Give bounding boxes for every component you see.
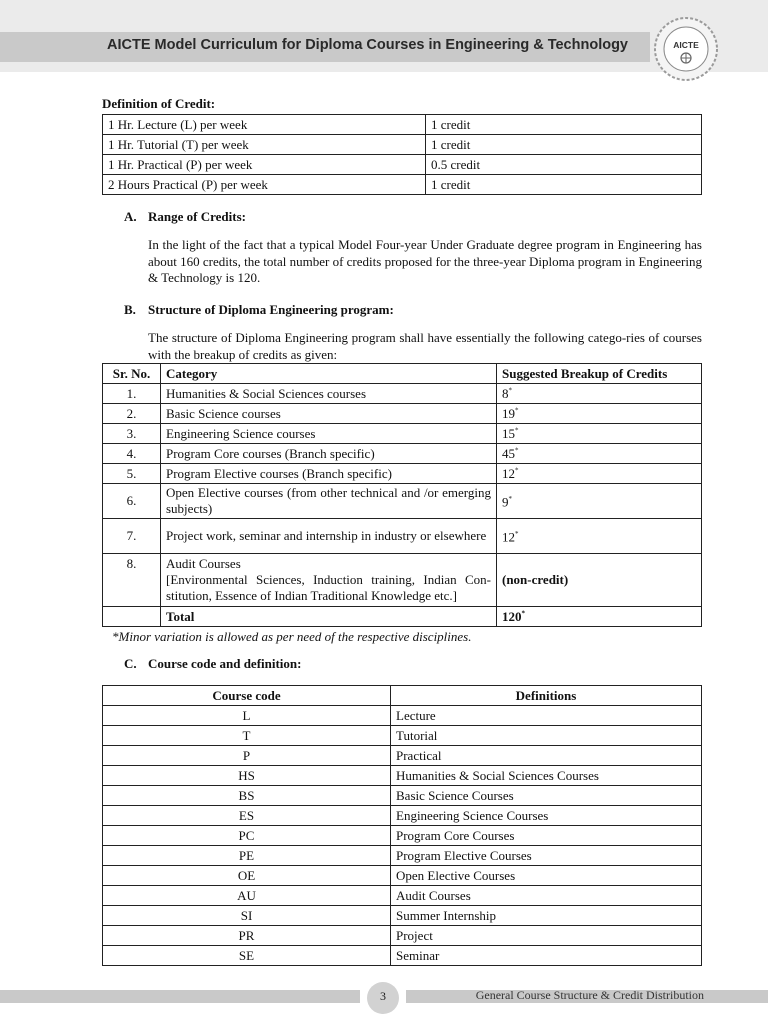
credits-value: 19 — [502, 405, 515, 421]
table-header-row — [103, 686, 702, 706]
section-c-title: Course code and definition: — [148, 656, 302, 671]
section-a-title: Range of Credits: — [148, 209, 246, 224]
page-header-title: AICTE Model Curriculum for Diploma Courses in Engineering & Technology — [107, 37, 628, 53]
logo-text: AICTE — [673, 40, 699, 50]
credits-cell — [497, 424, 702, 444]
definition-cell: Tutorial — [391, 726, 702, 746]
credit-activity-cell: 2 Hours Practical (P) per week — [103, 175, 426, 195]
table-row — [103, 554, 702, 607]
sr-no-cell: 4. — [103, 444, 161, 464]
credits-star: * — [515, 406, 519, 415]
course-code-cell: PR — [103, 926, 391, 946]
column-header-definitions: Definitions — [391, 686, 702, 706]
table-row — [103, 906, 702, 926]
section-c-letter: C. — [124, 656, 137, 671]
sr-no-cell: 6. — [103, 484, 161, 519]
category-cell: Humanities & Social Sciences courses — [161, 384, 497, 404]
credits-cell — [497, 484, 702, 519]
credits-star: * — [515, 530, 519, 539]
definition-cell: Engineering Science Courses — [391, 806, 702, 826]
table-row — [103, 706, 702, 726]
credits-value: 15 — [502, 425, 515, 441]
section-b-paragraph: The structure of Diploma Engineering program shall have essentially the following catego-ries of courses with the breakup of credits as given: — [148, 330, 702, 362]
table-row — [103, 404, 702, 424]
credit-value-cell: 1 credit — [426, 115, 702, 135]
course-code-cell: HS — [103, 766, 391, 786]
credit-definition-heading: Definition of Credit: — [102, 96, 216, 111]
definition-cell: Lecture — [391, 706, 702, 726]
course-code-cell: SI — [103, 906, 391, 926]
definition-cell: Open Elective Courses — [391, 866, 702, 886]
category-cell: Engineering Science courses — [161, 424, 497, 444]
credits-star: * — [508, 386, 512, 395]
credits-cell — [497, 444, 702, 464]
course-code-cell: PE — [103, 846, 391, 866]
section-b-title: Structure of Diploma Engineering program: — [148, 302, 394, 317]
definition-cell: Seminar — [391, 946, 702, 966]
credits-value: 45 — [502, 445, 515, 461]
course-code-cell: SE — [103, 946, 391, 966]
credits-value: (non-credit) — [502, 572, 569, 587]
total-label: Total — [161, 607, 497, 627]
definition-cell: Humanities & Social Sciences Courses — [391, 766, 702, 786]
credits-cell — [497, 519, 702, 554]
sr-no-cell-empty — [103, 607, 161, 627]
table-row — [103, 484, 702, 519]
category-name: Audit Courses — [166, 556, 241, 571]
table-row — [103, 926, 702, 946]
table-row — [103, 826, 702, 846]
credit-activity-cell: 1 Hr. Practical (P) per week — [103, 155, 426, 175]
credits-star: * — [515, 426, 519, 435]
definition-cell: Basic Science Courses — [391, 786, 702, 806]
definition-cell: Program Elective Courses — [391, 846, 702, 866]
course-code-cell: T — [103, 726, 391, 746]
definition-cell: Audit Courses — [391, 886, 702, 906]
credit-value-cell: 1 credit — [426, 175, 702, 195]
table-row — [103, 726, 702, 746]
section-b-letter: B. — [124, 302, 136, 317]
table-row — [103, 175, 702, 195]
table-row — [103, 846, 702, 866]
definition-cell: Project — [391, 926, 702, 946]
section-a-paragraph: In the light of the fact that a typical Model Four-year Under Graduate degree program in Engineering has about 160 credits, the total number of credits proposed for the three-year Diploma program in Engineering & Technology is 120. — [148, 237, 702, 285]
course-code-cell: ES — [103, 806, 391, 826]
credit-value-cell: 1 credit — [426, 135, 702, 155]
sr-no-cell: 2. — [103, 404, 161, 424]
credit-value-cell: 0.5 credit — [426, 155, 702, 175]
category-cell: Basic Science courses — [161, 404, 497, 424]
category-cell: Project work, seminar and internship in industry or elsewhere — [161, 519, 497, 554]
course-code-cell: OE — [103, 866, 391, 886]
section-a-letter: A. — [124, 209, 137, 224]
section-c-heading — [124, 656, 301, 672]
credits-cell — [497, 404, 702, 424]
page-number: 3 — [367, 982, 399, 1014]
column-header-credits: Suggested Breakup of Credits — [497, 364, 702, 384]
table-row — [103, 464, 702, 484]
credits-star: * — [515, 466, 519, 475]
aicte-logo — [653, 16, 719, 82]
category-cell: Program Core courses (Branch specific) — [161, 444, 497, 464]
table-row — [103, 886, 702, 906]
table-row — [103, 155, 702, 175]
column-header-category: Category — [161, 364, 497, 384]
table-header-row — [103, 364, 702, 384]
credits-value: 12 — [502, 465, 515, 481]
sr-no-cell: 8. — [103, 554, 161, 607]
table-row — [103, 115, 702, 135]
section-b-heading — [124, 302, 394, 318]
table-row — [103, 806, 702, 826]
total-star: * — [521, 609, 525, 618]
total-cell — [497, 607, 702, 627]
course-code-cell: P — [103, 746, 391, 766]
sr-no-cell: 3. — [103, 424, 161, 444]
credits-cell — [497, 384, 702, 404]
category-cell: Program Elective courses (Branch specific) — [161, 464, 497, 484]
credits-cell — [497, 464, 702, 484]
credits-star: * — [508, 495, 512, 504]
total-value: 120 — [502, 608, 522, 624]
column-header-course-code: Course code — [103, 686, 391, 706]
course-code-cell: BS — [103, 786, 391, 806]
sr-no-cell: 5. — [103, 464, 161, 484]
credits-star: * — [515, 446, 519, 455]
table-row — [103, 424, 702, 444]
table-row — [103, 946, 702, 966]
section-a-heading — [124, 209, 246, 225]
footnote: *Minor variation is allowed as per need of the respective disciplines. — [112, 629, 472, 644]
program-structure-table — [102, 363, 702, 627]
table-row — [103, 866, 702, 886]
footer-section-title: General Course Structure & Credit Distribution — [475, 988, 704, 1002]
category-detail: [Environmental Sciences, Induction training, Indian Con-stitution, Essence of Indian Traditional Knowledge etc.] — [166, 572, 491, 603]
credit-activity-cell: 1 Hr. Lecture (L) per week — [103, 115, 426, 135]
credit-definition-table — [102, 114, 702, 195]
definition-cell: Practical — [391, 746, 702, 766]
category-cell: Open Elective courses (from other technical and /or emerging subjects) — [161, 484, 497, 519]
credits-value: 9 — [502, 494, 509, 510]
sr-no-cell: 7. — [103, 519, 161, 554]
sr-no-cell: 1. — [103, 384, 161, 404]
table-row — [103, 135, 702, 155]
definition-cell: Summer Internship — [391, 906, 702, 926]
table-row — [103, 786, 702, 806]
credit-activity-cell: 1 Hr. Tutorial (T) per week — [103, 135, 426, 155]
credits-value: 12 — [502, 529, 515, 545]
course-code-cell: AU — [103, 886, 391, 906]
table-row — [103, 444, 702, 464]
table-row — [103, 746, 702, 766]
table-row — [103, 766, 702, 786]
table-row — [103, 519, 702, 554]
course-code-cell: PC — [103, 826, 391, 846]
credits-cell — [497, 554, 702, 607]
course-code-cell: L — [103, 706, 391, 726]
column-header-sr-no: Sr. No. — [103, 364, 161, 384]
course-code-table — [102, 685, 702, 966]
table-total-row — [103, 607, 702, 627]
credits-value: 8 — [502, 385, 509, 401]
table-row — [103, 384, 702, 404]
definition-cell: Program Core Courses — [391, 826, 702, 846]
category-cell — [161, 554, 497, 607]
